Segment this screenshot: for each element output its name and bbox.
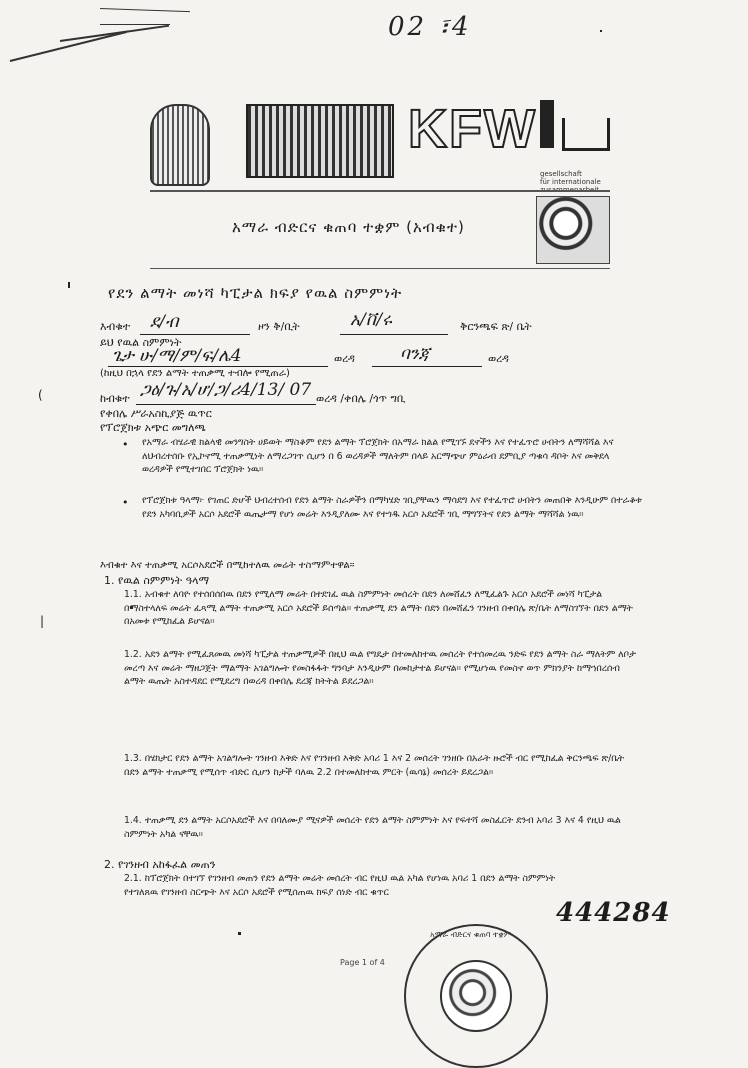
clause-paragraph: 1.4. ተጠቃሚ ደን ልማት አርሶአደሮች እና በባለሙያ ሚናዎች መሰረት የደን ልማት ስምምነት እና የፍተሻ መስፈርት ደንብ አባሪ 3 እና 4 የዚህ ዉል ስምምነት አካል ናቸዉ። xyxy=(124,815,621,840)
bullet-paragraph: የአማራ ብሄራዊ ክልላዊ መንግስት ሀይወት ማስቆም የደን ልማት ፕሮጀክት በአማራ ክልል የሚገኙ ደኖችን እና የተፈጥሮ ሀብትን ለማሻሻል እና ለህብረተሰቡ የኢኮኖሚ ተጠቃሚነት ለማረጋገጥ ሲሆን በ 6 ወረዳዎች ማለትም በላይ አርማጭሆ ምዕራብ ደምቢያ ጣቁሳ ዳቦት እና መቅደላ ወረዳዎች የሚተገበር ፕሮጀክት ነዉ። xyxy=(142,437,614,475)
margin-mark: | xyxy=(40,614,45,628)
field-label: ወረዳ xyxy=(334,352,355,365)
bullet-paragraph: የፕሮጀክቱ ዓላማ፦ የገጠር ድሆች ህብረተሰብ የደን ልማት ስራዎችን በማካሄድ ገቢያቸዉን ማሳደግ እና የተፈጥሮ ሀብትን መጠበቅ እንዲሁም በተራቆቱ የደን አካባቢዎች አርሶ አደሮች ዉጤታማ የሆነ መሬት እንዲያለሙ እና የተጎዱ አርሶ አደሮች ገቢ ማግኘትና የደን ልማት ማሻሻል ነዉ። xyxy=(142,495,642,520)
section-title: 2. የገንዘብ አከፋፈል መጠን xyxy=(104,858,216,871)
clause-paragraph: 1.3. በሄክታር የደን ልማት አገልግሎት ገንዘብ እቅድ እና የገንዘብ እቅድ አባሪ 1 እና 2 መሰረት ገንዘቡ በአራት ዙሮች ብር የሚከፈል ቅርንጫፍ ጽ/ቤት በደን ልማት ተጠቃሚ የሚሰጥ ብድር ሲሆን ከታች ባለዉ 2.2 በተመለከተዉ ምርት (ዉሳኔ) መሰረት ይደረጋል። xyxy=(124,753,625,778)
handwritten-number: 444284 xyxy=(556,898,671,928)
scan-speck xyxy=(238,932,241,935)
handwritten-reference: 02 ፣4 xyxy=(388,12,472,42)
field-value: ባንጃ xyxy=(400,344,430,364)
section-title: 1. የዉል ስምምነት ዓላማ xyxy=(104,574,210,587)
stamp-emblem xyxy=(440,960,512,1032)
scan-speck xyxy=(68,282,70,288)
field-label: ይህ የዉል ስምምነት xyxy=(100,336,182,349)
scan-streak xyxy=(60,25,169,42)
intro-line: እብቁተ እና ተጠቃሚ አርሶአደሮች በሚከተለዉ መሬት ተስማምተዋል። xyxy=(100,560,355,571)
scan-streak xyxy=(100,24,170,25)
field-note: (ከዚህ በኋላ የደን ልማት ተጠቃሚ ተብሎ የሚጠራ) xyxy=(100,368,290,379)
organization-name: አማራ ብድርና ቁጠባ ተቋም (አብቁተ) xyxy=(232,218,465,236)
field-value: አ/ቨ/ሩ xyxy=(350,310,392,330)
field-value: ጋዕ/ጉ/አ/ሆ/ጋ/ሪ4/13/ 07 xyxy=(140,380,312,400)
field-value: ጌታ ሁ/ማ/ም/ፍ/ሌ4 xyxy=(112,346,242,366)
field-label: የቀበሌ ሥራአስኪያጅ ዉጥር xyxy=(100,407,212,420)
scan-speck xyxy=(600,30,602,32)
ethiopia-emblem-logo xyxy=(150,104,210,186)
field-label: እብቁተ xyxy=(100,320,131,333)
clause-paragraph: 1.2. አደን ልማት የሚፈጸመዉ መነሻ ካፒታል ተጠቃሚዎች በዚህ ዉል የግዴታ በተመለከተዉ መሰረት የተሰመረዉ ንድፍ የደን ልማት ስራ ማለትም ለቦታ መረጣ እና መሬት ማዘጋጀት ማልማት አገልግሎት የመስፋፋት ግንባታ እንዲሁም በመከታተል ይሆናል። የሚሆነዉ የመስኖ ወጥ ምክንያት ከማኀበረሰብ ልማት ዉጤት አስተዳደር የሚደረግ በወረዳ በቀበሌ ደረጃ ክትትል ይደረጋል። xyxy=(124,649,636,687)
header-rule xyxy=(150,268,610,269)
header-rule xyxy=(150,190,610,192)
partner-logo xyxy=(540,100,606,166)
bullet-dot: • xyxy=(122,496,129,509)
building-logo xyxy=(246,104,394,178)
margin-mark: ( xyxy=(38,388,43,402)
field-label: ዞን ቅ/ቢት xyxy=(258,320,300,333)
partner-logo-text: gesellschaft für internationale xyxy=(540,170,601,186)
field-underline xyxy=(372,366,482,367)
acsi-logo xyxy=(536,196,610,264)
stamp-text: አማራ ብድርና ቁጠባ ተቋም xyxy=(430,930,512,939)
field-underline xyxy=(340,334,448,335)
page-number: Page 1 of 4 xyxy=(340,958,385,967)
bullet-dot: • xyxy=(122,438,129,451)
field-underline xyxy=(136,404,316,405)
field-underline xyxy=(108,366,328,367)
field-value: ደ/ብ xyxy=(150,312,179,332)
field-label: ቅርንጫፍ ጽ/ ቤት xyxy=(460,320,532,333)
scan-streak xyxy=(10,31,127,62)
field-label: ወረዳ /ቀበሌ /ጎጥ ግቢ xyxy=(316,392,406,405)
field-label: ከብቁተ xyxy=(100,392,130,405)
field-label: ወረዳ xyxy=(488,352,509,365)
kfw-logo: KFW xyxy=(408,99,537,159)
document-title: የደን ልማት መነሻ ካፒታል ክፍያ የዉል ስምምነት xyxy=(108,284,403,302)
clause-paragraph: 2.1. ከፕሮጀክት በተገኘ የገንዘብ መጠን የደን ልማት መሬት መሰረት ብር የዚህ ዉል አካል የሆነዉ አባሪ 1 በደን ልማት ስምምነት የተገለጸዉ የገንዘብ ስርጭት እና አርሶ አደሮች የሚሰጠዉ ክፍያ ሰነድ ብር ቁጥር xyxy=(124,873,556,898)
field-underline xyxy=(140,334,250,335)
scan-streak xyxy=(100,8,190,12)
clause-paragraph: 1.1. አብቁተ ለባዮ የተሰበሰበዉ በደን የሚለማ መሬት በተደገፈ ዉል ስምምነት መሰረት በደን ለመሸፈን ለሚፈልጉ አርሶ አደሮች መነሻ ካፒታል በማስተላለፍ መሬት ፈጻሚ ልማት ተጠቃሚ አርሶ አደሮች ይሰጣል። ተጠቃሚ ደን ልማት በደን በመሸፈን ገንዘብ በቀበሌ ጽ/ቤት ለማስገኘት በደን ልማት በአመቱ የሚከፈል ይሆናል። xyxy=(124,589,633,627)
field-label: የፕሮጀክቱ አጭር መግለጫ xyxy=(100,421,206,434)
